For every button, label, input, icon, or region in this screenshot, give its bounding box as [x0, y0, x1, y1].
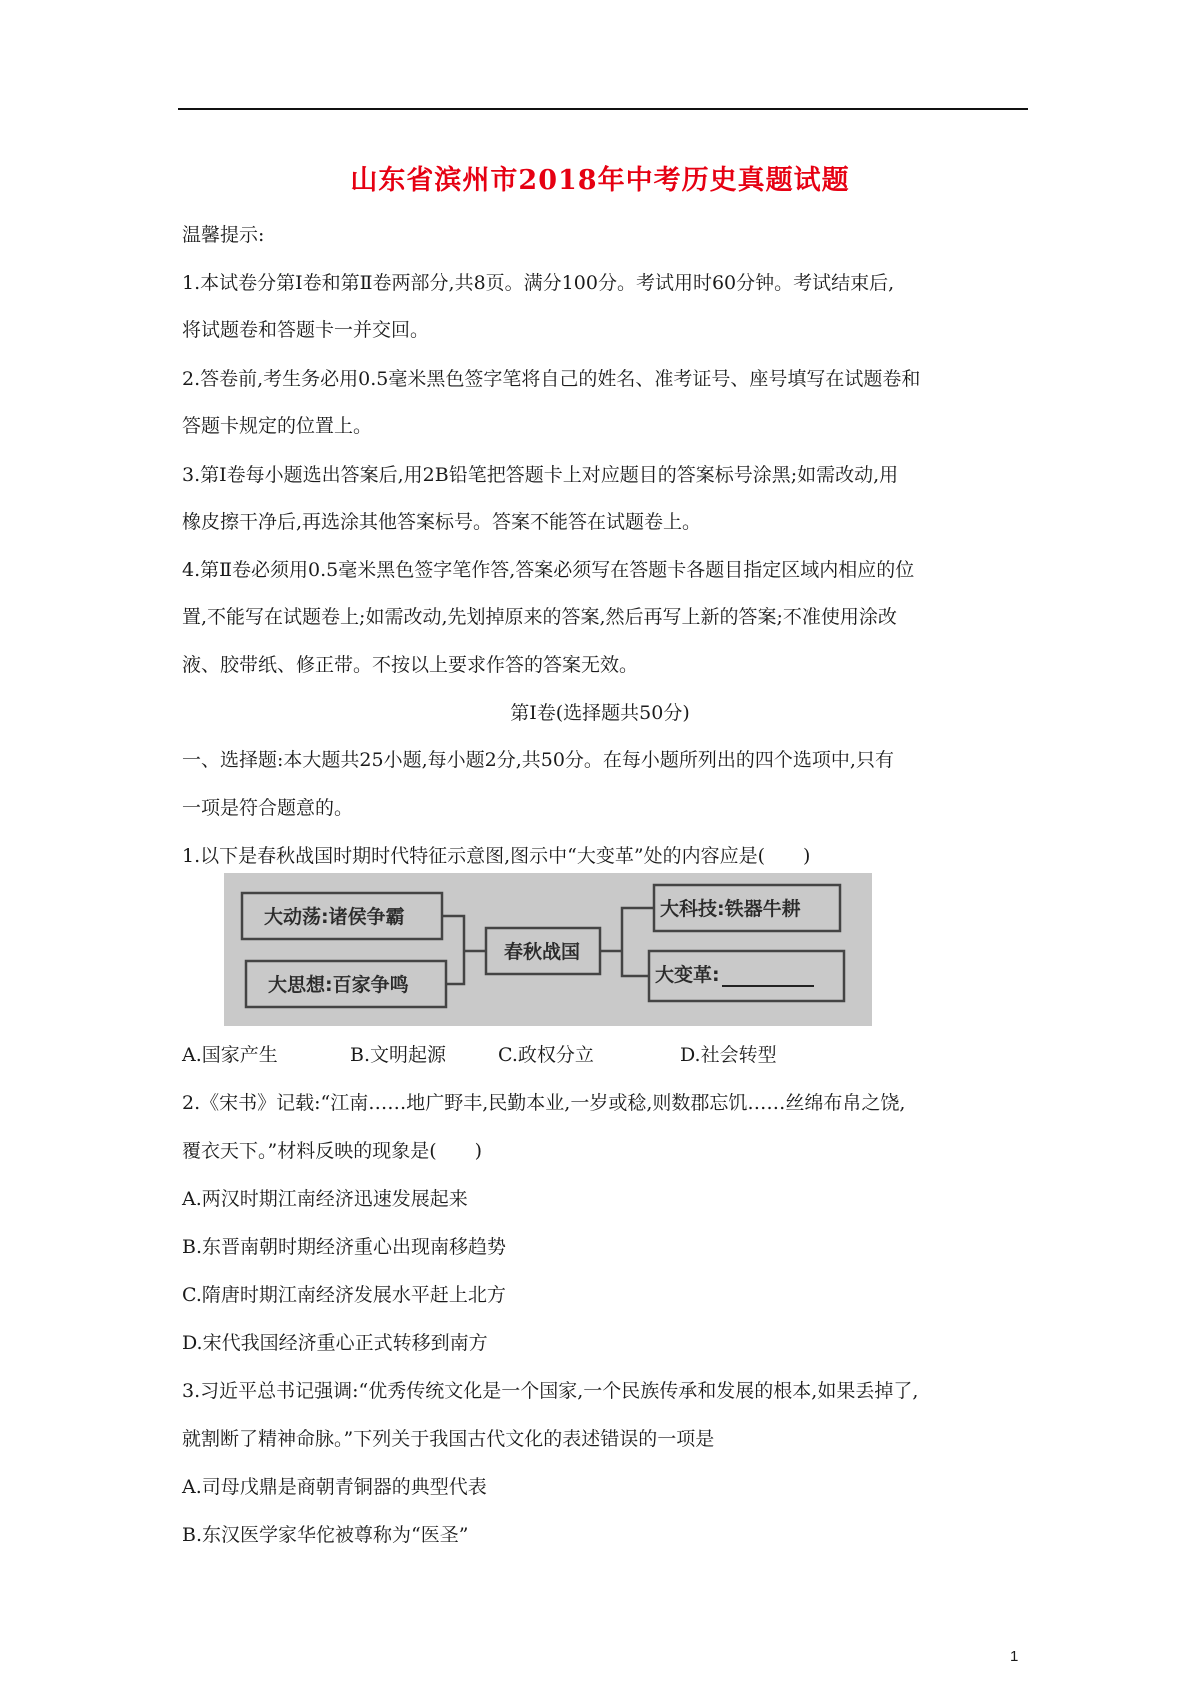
option-b[interactable]: B.文明起源 [350, 1044, 447, 1066]
question-2-stem: 覆衣天下。”材料反映的现象是( ) [182, 1140, 483, 1162]
notice-line: 1.本试卷分第Ⅰ卷和第Ⅱ卷两部分,共8页。满分100分。考试用时60分钟。考试结束后, [182, 272, 895, 294]
era-characteristics-diagram [224, 873, 872, 1026]
option-d[interactable]: D.社会转型 [680, 1044, 777, 1066]
section-title: 第Ⅰ卷(选择题共50分) [510, 702, 690, 724]
notice-line: 4.第Ⅱ卷必须用0.5毫米黑色签字笔作答,答案必须写在答题卡各题目指定区域内相应的位 [182, 559, 915, 581]
page-number: 1 [1010, 1648, 1019, 1665]
notice-line: 2.答卷前,考生务必用0.5毫米黑色签字笔将自己的姓名、准考证号、座号填写在试题卷和 [182, 368, 921, 390]
diagram-right-top-text: 大科技:铁器牛耕 [660, 898, 801, 920]
question-1-stem: 1.以下是春秋战国时期时代特征示意图,图示中“大变革”处的内容应是( ) [182, 845, 811, 867]
instruction-line: 一、选择题:本大题共25小题,每小题2分,共50分。在每小题所列出的四个选项中,只有 [182, 749, 894, 771]
option-c[interactable]: C.政权分立 [498, 1044, 594, 1066]
page-title: 山东省滨州市2018年中考历史真题试题 [350, 165, 850, 196]
option-a[interactable]: A.国家产生 [182, 1044, 278, 1066]
notice-line: 橡皮擦干净后,再选涂其他答案标号。答案不能答在试题卷上。 [182, 511, 702, 533]
question-2-option[interactable]: D.宋代我国经济重心正式转移到南方 [182, 1332, 488, 1354]
notice-line: 置,不能写在试题卷上;如需改动,先划掉原来的答案,然后再写上新的答案;不准使用涂改 [182, 606, 897, 628]
question-2-option[interactable]: A.两汉时期江南经济迅速发展起来 [182, 1188, 468, 1210]
question-1-options [182, 1042, 777, 1068]
diagram-center-text: 春秋战国 [504, 941, 581, 963]
header-rule [178, 108, 1028, 110]
diagram-right-bottom-text: 大变革: [655, 964, 720, 986]
notice-heading: 温馨提示: [182, 224, 265, 246]
question-3-option[interactable]: B.东汉医学家华佗被尊称为“医圣” [182, 1524, 469, 1546]
question-3-stem: 就割断了精神命脉。”下列关于我国古代文化的表述错误的一项是 [182, 1428, 715, 1450]
diagram-svg [224, 873, 872, 1026]
diagram-left-bottom-text: 大思想:百家争鸣 [268, 974, 409, 996]
instruction-line: 一项是符合题意的。 [182, 797, 354, 819]
notice-line: 3.第Ⅰ卷每小题选出答案后,用2B铅笔把答题卡上对应题目的答案标号涂黑;如需改动,用 [182, 464, 899, 486]
notice-line: 答题卡规定的位置上。 [182, 415, 373, 437]
notice-line: 将试题卷和答题卡一并交回。 [182, 319, 430, 341]
question-3-stem: 3.习近平总书记强调:“优秀传统文化是一个国家,一个民族传承和发展的根本,如果丢掉了, [182, 1380, 919, 1402]
notice-line: 液、胶带纸、修正带。不按以上要求作答的答案无效。 [182, 654, 639, 676]
question-2-option[interactable]: B.东晋南朝时期经济重心出现南移趋势 [182, 1236, 507, 1258]
diagram-left-top-text: 大动荡:诸侯争霸 [264, 906, 405, 928]
question-2-option[interactable]: C.隋唐时期江南经济发展水平赶上北方 [182, 1284, 506, 1306]
question-2-stem: 2.《宋书》记载:“江南……地广野丰,民勤本业,一岁或稔,则数郡忘饥……丝绵布帛之饶, [182, 1092, 906, 1114]
question-3-option[interactable]: A.司母戊鼎是商朝青铜器的典型代表 [182, 1476, 487, 1498]
